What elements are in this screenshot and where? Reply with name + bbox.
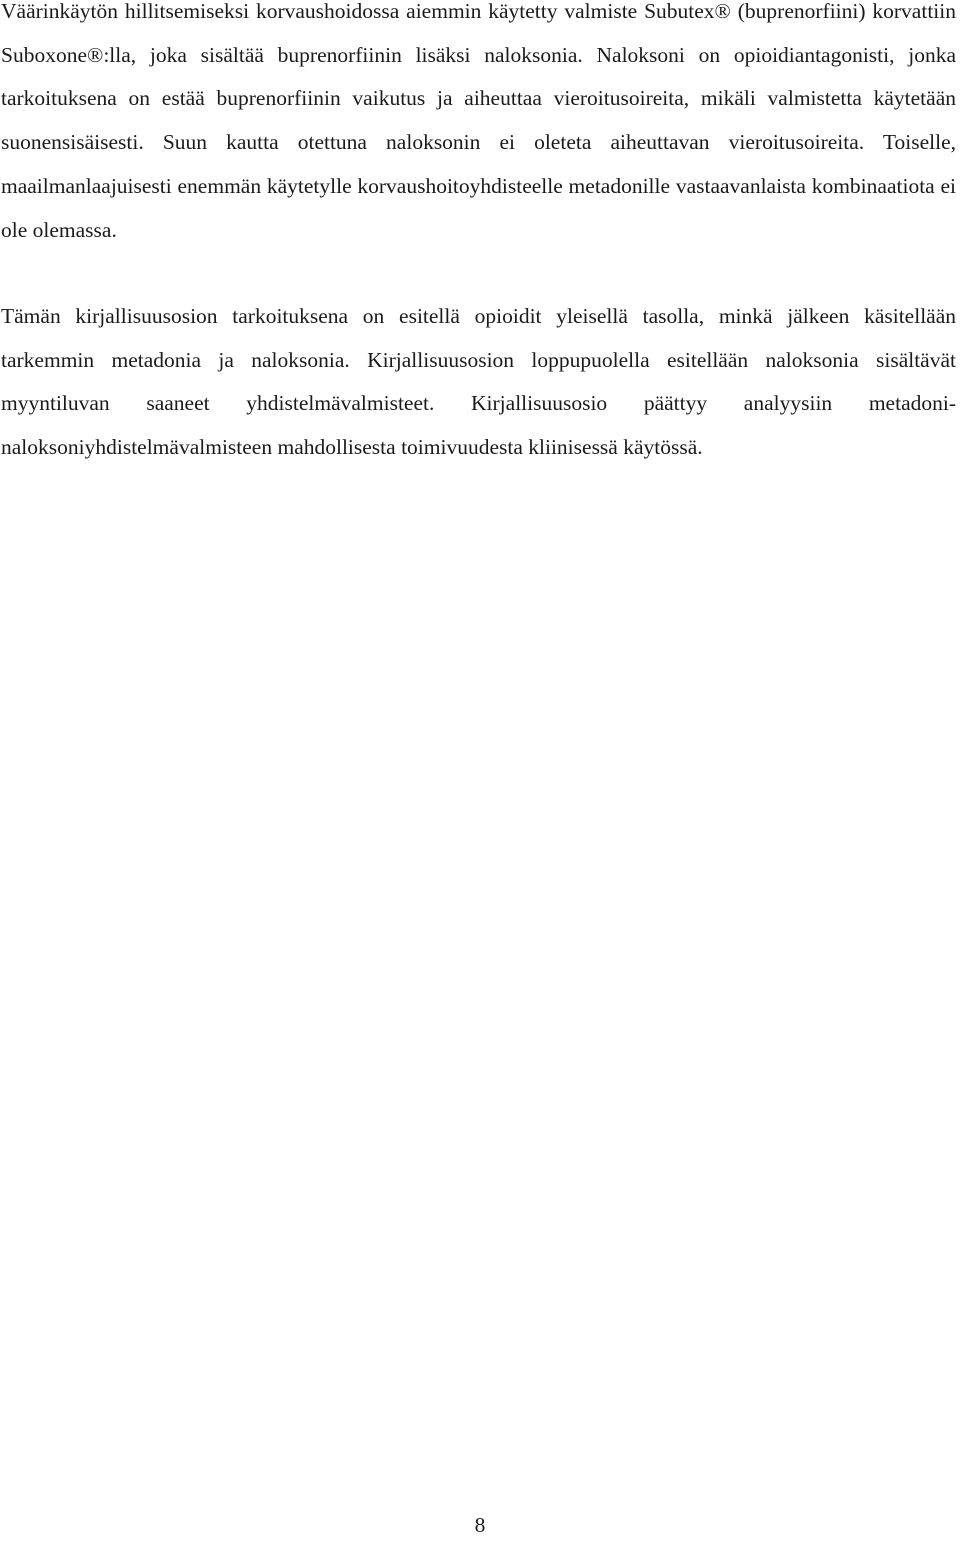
paragraph-section-purpose: Tämän kirjallisuusosion tarkoituksena on esitellä opioidit yleisellä tasolla, minkä jälkeen käsitellään tarkemmin metadonia ja naloksonia. Kirjallisuusosion loppupuolella esitellään naloksonia sisältävät myyntiluvan saaneet yhdistelmävalmisteet. Kirjallisuusosio päättyy analyysiin metadoni-naloksoniyhdistelmävalmisteen mahdollisesta toimivuudesta kliinisessä käytössä. — [1, 304, 956, 460]
page-number: 8 — [474, 1513, 486, 1537]
paragraph-subutex-suboxone: Väärinkäytön hillitsemiseksi korvaushoidossa aiemmin käytetty valmiste Subutex® (buprenorfiini) korvattiin Suboxone®:lla, joka sisältää buprenorfiinin lisäksi naloksonia. Naloksoni on opioidiantagonisti, jonka tarkoituksena on estää buprenorfiinin vaikutus ja aiheuttaa vieroitusoireita, mikäli valmistetta käytetään suonensisäisesti. Suun kautta otettuna naloksonin ei oleteta aiheuttavan vieroitusoireita. Toiselle, maailmanlaajuisesti enemmän käytetylle korvaushoitoyhdisteelle metadonille vastaavanlaista kombinaatiota ei ole olemassa. — [1, 0, 956, 242]
